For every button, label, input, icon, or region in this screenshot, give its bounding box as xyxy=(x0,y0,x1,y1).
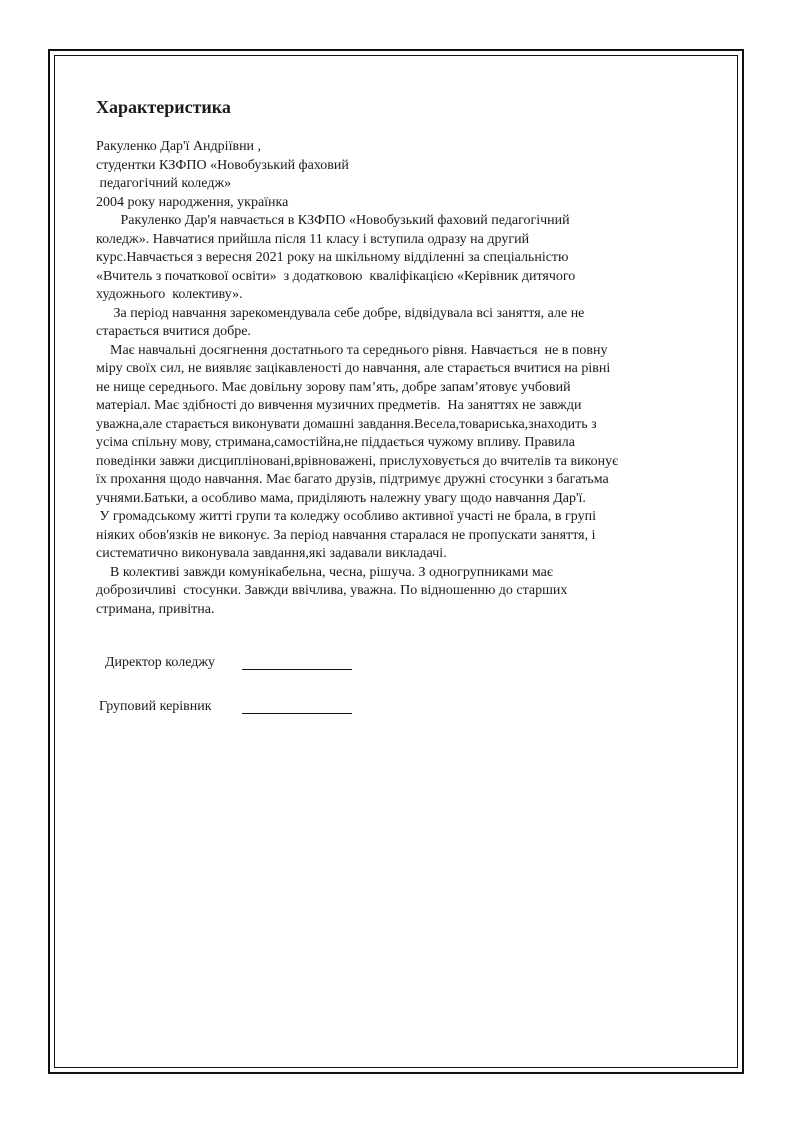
director-signature-line xyxy=(242,669,352,670)
text-line: систематично виконувала завдання,які задавали викладачі. xyxy=(96,546,447,561)
text-line: В колективі завжди комунікабельна, чесна, рішуча. З одногрупниками має xyxy=(96,564,553,580)
text-line: учнями.Батьки, а особливо мама, приділяють належну увагу щодо навчання Дар'ї. xyxy=(96,490,586,506)
text-line: курс.Навчається з вересня 2021 року на шкільному відділенні за спеціальністю xyxy=(96,250,569,265)
text-line: усіма спільну мову, стримана,самостійна,не піддається чужому впливу. Правила xyxy=(96,435,575,450)
text-line: педагогічний коледж» xyxy=(96,176,232,191)
text-line: Ракуленко Дар'я навчається в КЗФПО «Новобузький фаховий педагогічний xyxy=(96,213,570,228)
curator-signature-line xyxy=(242,713,352,714)
document-title: Характеристика xyxy=(96,97,231,117)
text-line: «Вчитель з початкової освіти» з додатковою кваліфікацією «Керівник дитячого xyxy=(96,268,576,284)
text-line: доброзичливі стосунки. Завжди ввічлива, уважна. По відношенню до старших xyxy=(96,583,568,598)
text-line: У громадському житті групи та коледжу особливо активної участі не брала, в групі xyxy=(96,509,596,524)
document-body xyxy=(96,96,696,619)
text-line: не нище середнього. Має довільну зорову пам’ять, добре запам’ятовує учбовий xyxy=(96,379,571,395)
text-line: стримана, привітна. xyxy=(96,601,215,617)
director-label: Директор коледжу xyxy=(105,655,216,670)
text-line: Має навчальні досягнення достатнього та середнього рівня. Навчається не в повну xyxy=(96,342,608,358)
text-line: ніяких обов'язків не виконує. За період навчання старалася не пропускати заняття, і xyxy=(96,527,596,543)
text-line: старається вчитися добре. xyxy=(96,324,251,339)
text-line: студентки КЗФПО «Новобузький фаховий xyxy=(96,157,349,173)
text-line: їх прохання щодо навчання. Має багато друзів, підтримує дружні стосунки з багатьма xyxy=(96,472,609,487)
text-line: коледж». Навчатися прийшла після 11 класу і вступила одразу на другий xyxy=(96,231,530,247)
curator-label: Груповий керівник xyxy=(99,699,212,714)
text-line: матеріал. Має здібності до вивчення музичних предметів. На заняттях не завжди xyxy=(96,398,582,413)
text-line: художнього колективу». xyxy=(96,287,243,302)
document-text xyxy=(96,138,696,619)
text-line: уважна,але старається виконувати домашні завдання.Весела,товариська,знаходить з xyxy=(96,416,597,432)
text-line: Ракуленко Дар'ї Андріївни , xyxy=(96,139,262,154)
text-line: 2004 року народження, українка xyxy=(96,194,289,210)
text-line: За період навчання зарекомендувала себе добре, відвідувала всі заняття, але не xyxy=(96,305,585,321)
text-line: міру своїх сил, не виявляє зацікавленості до навчання, але старається вчитися на рівні xyxy=(96,361,611,376)
text-line: поведінки завжи дисципліновані,врівноважені, прислуховується до вчителів та виконує xyxy=(96,453,619,469)
